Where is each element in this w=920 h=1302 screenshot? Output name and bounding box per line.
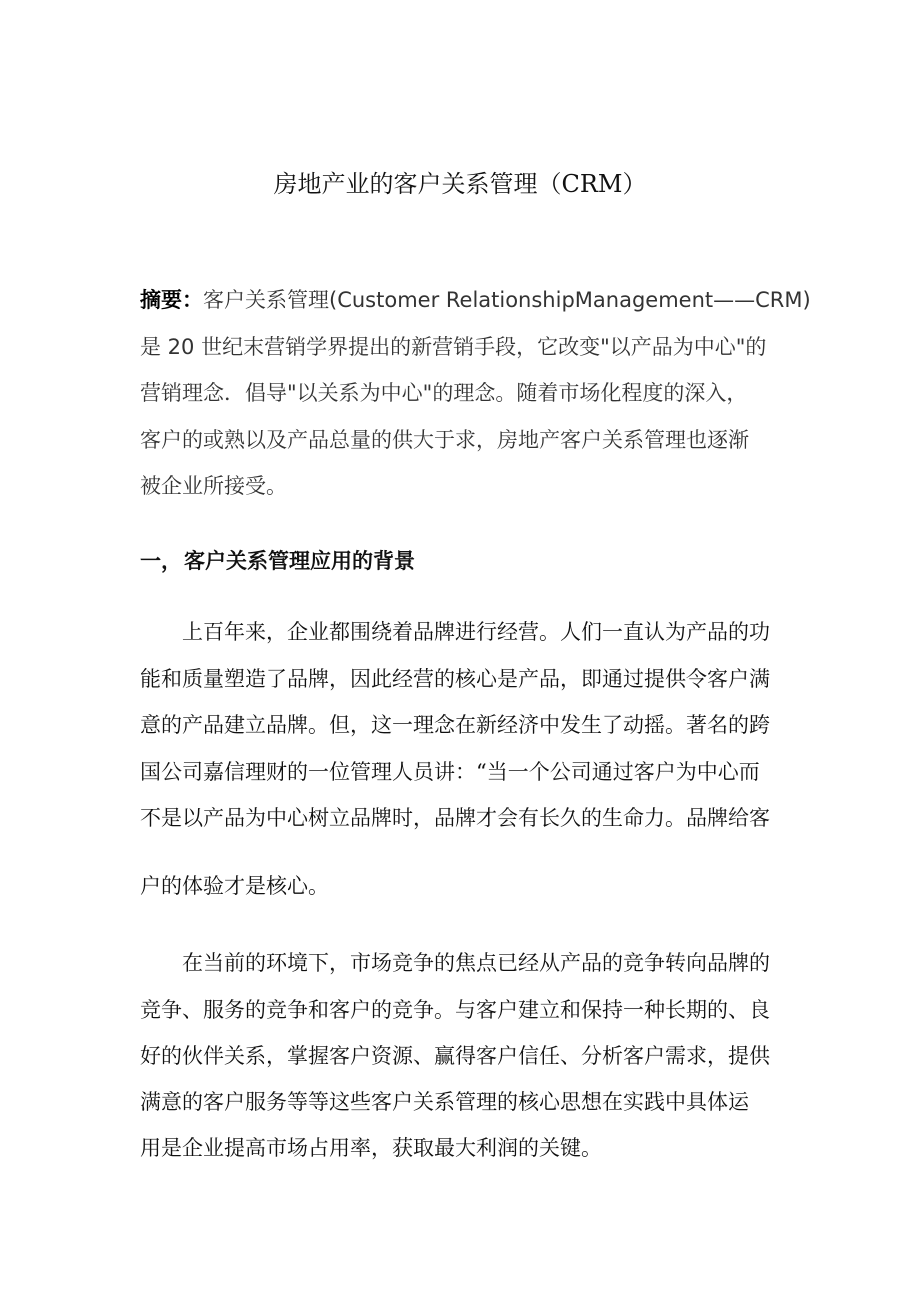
section-number: 一， xyxy=(140,549,182,573)
section-heading xyxy=(140,548,800,574)
abstract-text: 客户关系管理(Customer RelationshipManagement——CRM) xyxy=(203,288,811,312)
paragraph-line: 上百年来，企业都围绕着品牌进行经营。人们一直认为产品的功 xyxy=(140,620,770,644)
abstract-line xyxy=(140,287,811,313)
paragraph-line: 户的体验才是核心。 xyxy=(140,874,329,898)
paragraph-line: 不是以产品为中心树立品牌时，品牌才会有长久的生命力。品牌给客 xyxy=(140,806,770,830)
abstract-label: 摘要： xyxy=(140,288,203,312)
paragraph-line: 意的产品建立品牌。但，这一理念在新经济中发生了动摇。著名的跨 xyxy=(140,713,770,737)
abstract-line: 被企业所接受。 xyxy=(140,474,287,498)
document-title: 房地产业的客户关系管理（CRM） xyxy=(273,170,647,198)
abstract-line: 营销理念．倡导"以关系为中心"的理念。随着市场化程度的深入， xyxy=(140,381,748,405)
abstract-line: 是 20 世纪末营销学界提出的新营销手段，它改变"以产品为中心"的 xyxy=(140,335,767,359)
paragraph-line: 好的伙伴关系，掌握客户资源、赢得客户信任、分析客户需求，提供 xyxy=(140,1044,770,1068)
paragraph-line: 在当前的环境下，市场竞争的焦点已经从产品的竞争转向品牌的 xyxy=(140,951,770,975)
paragraph-line: 国公司嘉信理财的一位管理人员讲：“当一个公司通过客户为中心而 xyxy=(140,760,760,784)
section-title: 客户关系管理应用的背景 xyxy=(184,549,415,573)
paragraph-line: 竞争、服务的竞争和客户的竞争。与客户建立和保持一种长期的、良 xyxy=(140,998,770,1022)
paragraph-line: 满意的客户服务等等这些客户关系管理的核心思想在实践中具体运 xyxy=(140,1090,749,1114)
abstract-line: 客户的或熟以及产品总量的供大于求，房地产客户关系管理也逐渐 xyxy=(140,428,749,452)
paragraph-line: 用是企业提高市场占用率，获取最大利润的关键。 xyxy=(140,1136,602,1160)
paragraph-line: 能和质量塑造了品牌，因此经营的核心是产品，即通过提供令客户满 xyxy=(140,667,770,691)
